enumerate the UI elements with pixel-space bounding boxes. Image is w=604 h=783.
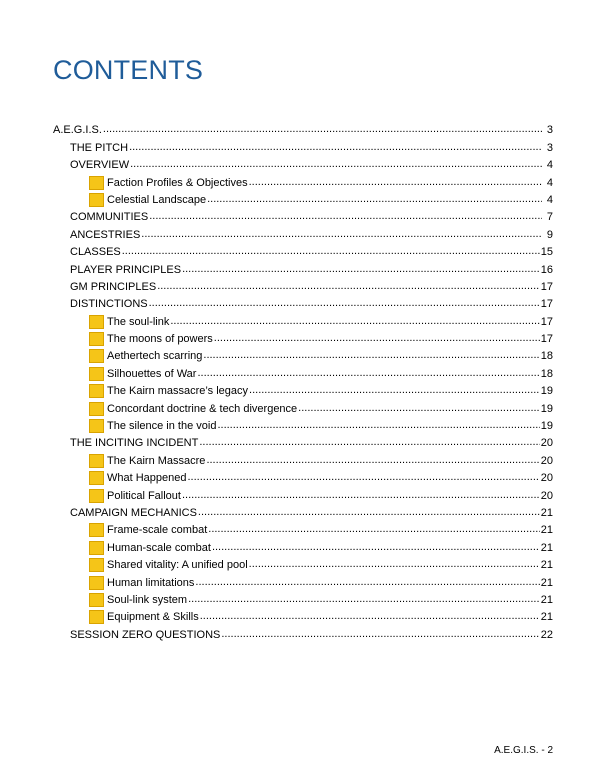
dot-leader — [206, 454, 539, 467]
toc-entry-page-number: 22 — [540, 628, 553, 641]
yellow-square-icon — [89, 610, 104, 624]
toc-entry[interactable] — [53, 416, 553, 433]
yellow-square-icon — [89, 541, 104, 555]
toc-entry-page-number: 20 — [540, 437, 553, 450]
dot-leader — [170, 315, 539, 328]
dot-leader — [149, 210, 542, 223]
yellow-square-icon — [89, 471, 104, 485]
yellow-square-icon — [89, 332, 104, 346]
dot-leader — [188, 593, 540, 606]
toc-entry-page-number: 21 — [540, 593, 553, 606]
dot-leader — [195, 576, 539, 589]
toc-entry-page-number: 4 — [546, 193, 553, 206]
yellow-square-icon — [89, 402, 104, 416]
toc-entry-title: Human limitations — [107, 576, 195, 589]
toc-entry-title: The soul-link — [107, 315, 170, 328]
dot-leader — [217, 419, 539, 432]
toc-entry-title: The Kairn massacre’s legacy — [107, 385, 249, 398]
toc-entry[interactable] — [53, 242, 553, 259]
dot-leader — [203, 349, 539, 362]
toc-entry[interactable] — [53, 433, 553, 450]
toc-entry-title: Concordant doctrine & tech divergence — [107, 402, 298, 415]
toc-entry-page-number: 20 — [540, 454, 553, 467]
toc-entry[interactable] — [53, 537, 553, 554]
toc-entry[interactable] — [53, 311, 553, 328]
dot-leader — [199, 436, 539, 449]
toc-entry[interactable] — [53, 590, 553, 607]
toc-entry-page-number: 21 — [540, 541, 553, 554]
toc-entry-title: Equipment & Skills — [107, 611, 199, 624]
dot-leader — [197, 367, 539, 380]
toc-entry-page-number: 3 — [546, 141, 553, 154]
toc-entry-page-number: 20 — [540, 472, 553, 485]
toc-entry[interactable] — [53, 294, 553, 311]
dot-leader — [207, 193, 542, 206]
yellow-square-icon — [89, 193, 104, 207]
toc-entry-title: Shared vitality: A unified pool — [107, 559, 248, 572]
dot-leader — [212, 541, 540, 554]
dot-leader — [157, 280, 540, 293]
toc-entry[interactable] — [53, 259, 553, 276]
yellow-square-icon — [89, 384, 104, 398]
toc-entry-page-number: 17 — [540, 298, 553, 311]
yellow-square-icon — [89, 315, 104, 329]
dot-leader — [122, 245, 540, 258]
toc-entry-page-number: 4 — [546, 176, 553, 189]
toc-entry-title: PLAYER PRINCIPLES — [70, 263, 182, 276]
toc-entry[interactable] — [53, 468, 553, 485]
yellow-square-icon — [89, 454, 104, 468]
toc-entry-title: The moons of powers — [107, 333, 213, 346]
table-of-contents — [53, 120, 553, 642]
toc-entry-title: The Kairn Massacre — [107, 454, 206, 467]
toc-entry[interactable] — [53, 224, 553, 241]
toc-entry[interactable] — [53, 607, 553, 624]
toc-entry-title: GM PRINCIPLES — [70, 280, 157, 293]
toc-entry-page-number: 18 — [540, 367, 553, 380]
toc-entry[interactable] — [53, 363, 553, 380]
toc-entry[interactable] — [53, 572, 553, 589]
toc-entry[interactable] — [53, 207, 553, 224]
yellow-square-icon — [89, 419, 104, 433]
toc-entry-page-number: 21 — [540, 611, 553, 624]
toc-entry-title: THE PITCH — [70, 141, 129, 154]
dot-leader — [129, 141, 542, 154]
yellow-square-icon — [89, 523, 104, 537]
toc-entry[interactable] — [53, 520, 553, 537]
dot-leader — [149, 297, 540, 310]
dot-leader — [182, 263, 540, 276]
toc-entry-title: Soul-link system — [107, 593, 188, 606]
toc-entry-page-number: 4 — [546, 159, 553, 172]
toc-entry-title: CLASSES — [70, 246, 121, 259]
toc-entry[interactable] — [53, 503, 553, 520]
dot-leader — [221, 628, 539, 641]
yellow-square-icon — [89, 349, 104, 363]
toc-entry-page-number: 21 — [540, 559, 553, 572]
toc-entry-page-number: 18 — [540, 350, 553, 363]
toc-entry-title: Aethertech scarring — [107, 350, 203, 363]
toc-entry-title: ANCESTRIES — [70, 228, 141, 241]
toc-entry-title: DISTINCTIONS — [70, 298, 148, 311]
yellow-square-icon — [89, 367, 104, 381]
toc-entry-page-number: 17 — [540, 280, 553, 293]
dot-leader — [182, 489, 540, 502]
toc-entry-title: Faction Profiles & Objectives — [107, 176, 248, 189]
yellow-square-icon — [89, 176, 104, 190]
toc-entry-page-number: 19 — [540, 402, 553, 415]
dot-leader — [188, 471, 540, 484]
toc-entry-title: Celestial Landscape — [107, 193, 207, 206]
page-footer: A.E.G.I.S. - 2 — [494, 745, 553, 756]
dot-leader — [103, 123, 542, 136]
page-title: CONTENTS — [53, 55, 204, 85]
toc-entry-page-number: 3 — [546, 124, 553, 137]
toc-entry-title: Political Fallout — [107, 489, 181, 502]
yellow-square-icon — [89, 576, 104, 590]
toc-entry-page-number: 21 — [540, 524, 553, 537]
toc-entry[interactable] — [53, 381, 553, 398]
dot-leader — [214, 332, 540, 345]
yellow-square-icon — [89, 489, 104, 503]
toc-entry-page-number: 7 — [546, 211, 553, 224]
toc-entry[interactable] — [53, 155, 553, 172]
toc-entry[interactable] — [53, 277, 553, 294]
toc-entry-title: Silhouettes of War — [107, 367, 197, 380]
toc-entry[interactable] — [53, 346, 553, 363]
toc-entry-title: COMMUNITIES — [70, 211, 149, 224]
toc-entry-page-number: 16 — [540, 263, 553, 276]
toc-entry-title: SESSION ZERO QUESTIONS — [70, 628, 221, 641]
toc-entry-page-number: 15 — [540, 246, 553, 259]
toc-entry-title: The silence in the void — [107, 420, 217, 433]
toc-entry-title: Frame-scale combat — [107, 524, 208, 537]
toc-entry-title: THE INCITING INCIDENT — [70, 437, 199, 450]
dot-leader — [249, 384, 540, 397]
toc-entry[interactable] — [53, 137, 553, 154]
dot-leader — [249, 558, 540, 571]
toc-entry-page-number: 17 — [540, 315, 553, 328]
toc-entry-page-number: 9 — [546, 228, 553, 241]
toc-entry[interactable] — [53, 120, 553, 137]
toc-entry-page-number: 17 — [540, 333, 553, 346]
dot-leader — [141, 228, 542, 241]
toc-entry-page-number: 20 — [540, 489, 553, 502]
toc-entry[interactable] — [53, 190, 553, 207]
toc-entry-title: What Happened — [107, 472, 187, 485]
dot-leader — [130, 158, 542, 171]
dot-leader — [200, 610, 540, 623]
toc-entry[interactable] — [53, 624, 553, 641]
dot-leader — [208, 523, 539, 536]
toc-entry[interactable] — [53, 398, 553, 415]
yellow-square-icon — [89, 593, 104, 607]
toc-entry-title: Human-scale combat — [107, 541, 211, 554]
toc-entry-page-number: 19 — [540, 385, 553, 398]
toc-entry-title: A.E.G.I.S. — [53, 124, 102, 137]
toc-entry[interactable] — [53, 329, 553, 346]
dot-leader — [198, 506, 540, 519]
toc-entry-title: CAMPAIGN MECHANICS — [70, 506, 197, 519]
toc-entry[interactable] — [53, 485, 553, 502]
toc-entry-page-number: 19 — [540, 420, 553, 433]
yellow-square-icon — [89, 558, 104, 572]
toc-entry-title: OVERVIEW — [70, 159, 130, 172]
toc-entry-page-number: 21 — [540, 506, 553, 519]
dot-leader — [298, 402, 540, 415]
toc-entry[interactable] — [53, 555, 553, 572]
toc-entry-page-number: 21 — [540, 576, 553, 589]
toc-entry[interactable] — [53, 450, 553, 467]
toc-entry[interactable] — [53, 172, 553, 189]
dot-leader — [249, 176, 542, 189]
